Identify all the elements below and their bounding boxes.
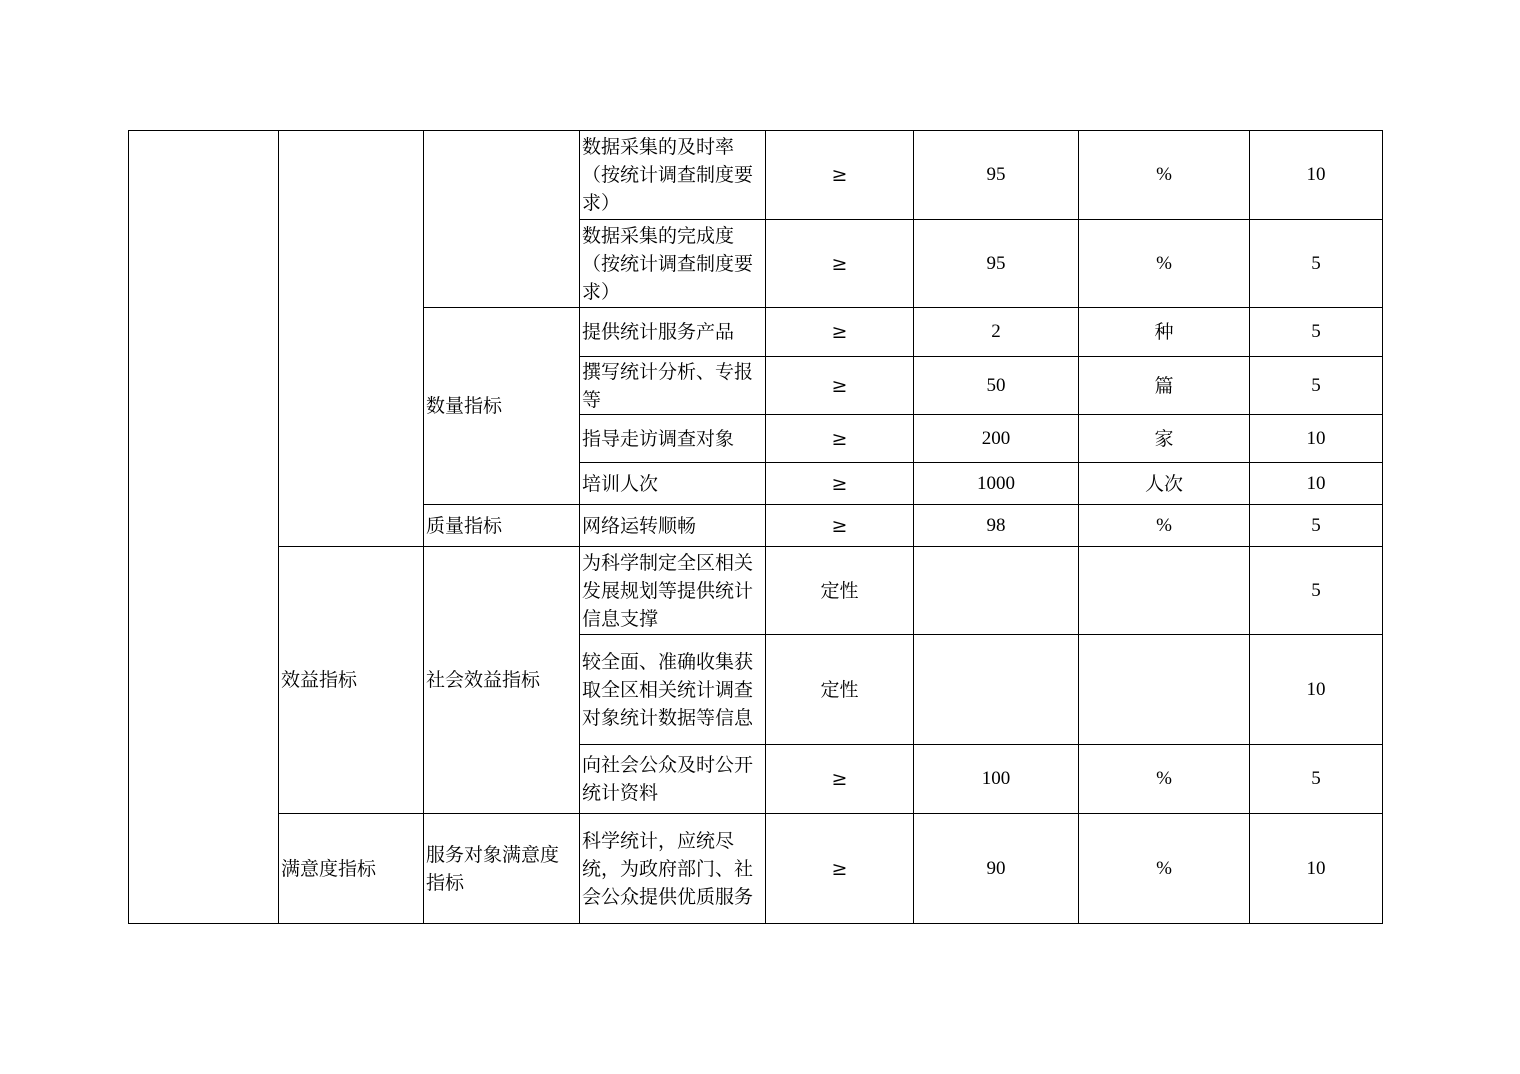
indicator-unit: 种 <box>1079 308 1250 357</box>
indicator-unit: 家 <box>1079 415 1250 463</box>
indicator-name: 网络运转顺畅 <box>580 505 766 547</box>
indicator-name: 数据采集的完成度（按统计调查制度要求） <box>580 220 766 308</box>
indicator-unit <box>1079 547 1250 635</box>
indicator-score: 10 <box>1250 635 1383 745</box>
indicator-name: 指导走访调查对象 <box>580 415 766 463</box>
indicator-table <box>128 130 1383 924</box>
indicator-value: 95 <box>914 131 1079 220</box>
table-row <box>129 547 1383 635</box>
indicator-unit <box>1079 635 1250 745</box>
indicator-operator: ≥ <box>766 308 914 357</box>
indicator-value: 90 <box>914 814 1079 924</box>
indicator-unit: 篇 <box>1079 357 1250 415</box>
indicator-name: 向社会公众及时公开统计资料 <box>580 745 766 814</box>
indicator-operator: ≥ <box>766 131 914 220</box>
table-row <box>129 814 1383 924</box>
level3-social-cell: 社会效益指标 <box>424 547 580 814</box>
indicator-operator: ≥ <box>766 745 914 814</box>
indicator-operator: 定性 <box>766 547 914 635</box>
indicator-operator: 定性 <box>766 635 914 745</box>
indicator-unit: % <box>1079 220 1250 308</box>
indicator-value: 98 <box>914 505 1079 547</box>
indicator-score: 5 <box>1250 505 1383 547</box>
indicator-operator: ≥ <box>766 220 914 308</box>
indicator-score: 5 <box>1250 220 1383 308</box>
level3-quality-cell: 质量指标 <box>424 505 580 547</box>
level2-benefit-cell: 效益指标 <box>279 547 424 814</box>
indicator-unit: % <box>1079 745 1250 814</box>
indicator-score: 5 <box>1250 357 1383 415</box>
indicator-score: 10 <box>1250 415 1383 463</box>
indicator-score: 10 <box>1250 131 1383 220</box>
indicator-value: 2 <box>914 308 1079 357</box>
indicator-operator: ≥ <box>766 463 914 505</box>
level2-output-cell <box>279 131 424 547</box>
level3-timeliness-cell <box>424 131 580 308</box>
level2-satisfaction-cell: 满意度指标 <box>279 814 424 924</box>
indicator-value: 95 <box>914 220 1079 308</box>
indicator-operator: ≥ <box>766 814 914 924</box>
indicator-value <box>914 635 1079 745</box>
indicator-name: 数据采集的及时率（按统计调查制度要求） <box>580 131 766 220</box>
indicator-name: 提供统计服务产品 <box>580 308 766 357</box>
indicator-score: 10 <box>1250 814 1383 924</box>
indicator-unit: % <box>1079 505 1250 547</box>
indicator-score: 10 <box>1250 463 1383 505</box>
level1-cell <box>129 131 279 924</box>
indicator-score: 5 <box>1250 745 1383 814</box>
indicator-operator: ≥ <box>766 415 914 463</box>
indicator-name: 科学统计，应统尽统，为政府部门、社会公众提供优质服务 <box>580 814 766 924</box>
level3-quantity-cell: 数量指标 <box>424 308 580 505</box>
indicator-unit: % <box>1079 814 1250 924</box>
indicator-value: 50 <box>914 357 1079 415</box>
indicator-operator: ≥ <box>766 505 914 547</box>
level3-service-cell: 服务对象满意度指标 <box>424 814 580 924</box>
indicator-score: 5 <box>1250 308 1383 357</box>
table-row <box>129 131 1383 220</box>
indicator-name: 较全面、准确收集获取全区相关统计调查对象统计数据等信息 <box>580 635 766 745</box>
indicator-name: 为科学制定全区相关发展规划等提供统计信息支撑 <box>580 547 766 635</box>
indicator-score: 5 <box>1250 547 1383 635</box>
indicator-unit: 人次 <box>1079 463 1250 505</box>
indicator-value: 100 <box>914 745 1079 814</box>
indicator-value <box>914 547 1079 635</box>
indicator-name: 培训人次 <box>580 463 766 505</box>
indicator-value: 200 <box>914 415 1079 463</box>
indicator-value: 1000 <box>914 463 1079 505</box>
indicator-name: 撰写统计分析、专报等 <box>580 357 766 415</box>
indicator-unit: % <box>1079 131 1250 220</box>
indicator-operator: ≥ <box>766 357 914 415</box>
